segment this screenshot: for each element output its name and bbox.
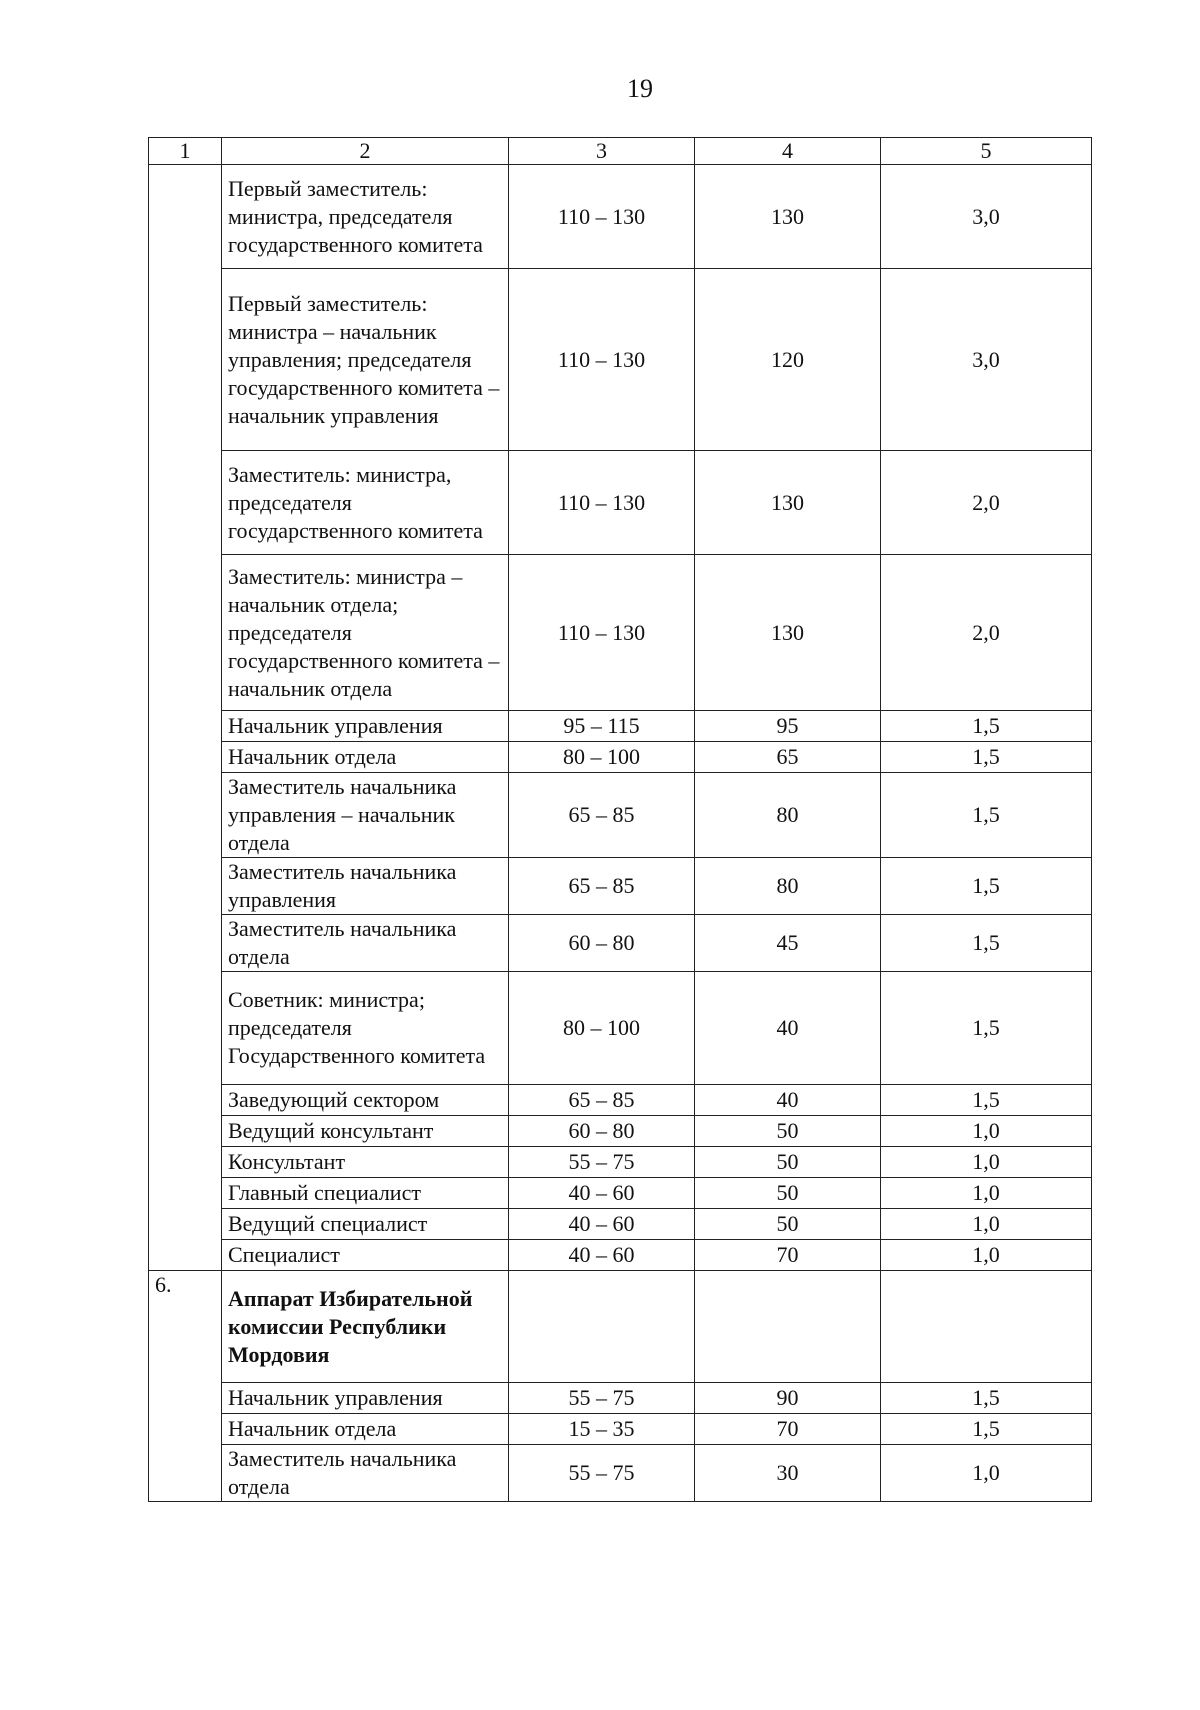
- table-row: [149, 555, 1092, 711]
- table-row: [149, 269, 1092, 451]
- coefficient-cell: 1,0: [881, 1147, 1092, 1178]
- range-cell: 55 – 75: [509, 1147, 695, 1178]
- coefficient-cell: 1,5: [881, 915, 1092, 972]
- position-cell: Начальник отдела: [222, 1414, 509, 1445]
- position-cell: Заместитель начальника отдела: [222, 915, 509, 972]
- coefficient-cell: 1,0: [881, 1445, 1092, 1502]
- value-cell: 70: [695, 1414, 881, 1445]
- table-row: [149, 1383, 1092, 1414]
- range-cell: 110 – 130: [509, 451, 695, 555]
- table-row: [149, 915, 1092, 972]
- empty-cell: [695, 1271, 881, 1383]
- position-cell: Начальник управления: [222, 1383, 509, 1414]
- table-row: [149, 1414, 1092, 1445]
- section-title: Аппарат Избирательной комиссии Республики Мордовия: [222, 1271, 509, 1383]
- empty-cell: [881, 1271, 1092, 1383]
- table-row: [149, 1116, 1092, 1147]
- header-col-5: 5: [881, 138, 1092, 165]
- coefficient-cell: 2,0: [881, 451, 1092, 555]
- coefficient-cell: 3,0: [881, 269, 1092, 451]
- coefficient-cell: 1,5: [881, 1383, 1092, 1414]
- table-row: [149, 1240, 1092, 1271]
- value-cell: 50: [695, 1178, 881, 1209]
- table-header-row: [149, 138, 1092, 165]
- value-cell: 90: [695, 1383, 881, 1414]
- range-cell: 55 – 75: [509, 1383, 695, 1414]
- value-cell: 50: [695, 1209, 881, 1240]
- position-cell: Первый заместитель: министра, председателя государственного комитета: [222, 165, 509, 269]
- range-cell: 80 – 100: [509, 742, 695, 773]
- position-cell: Начальник отдела: [222, 742, 509, 773]
- coefficient-cell: 1,0: [881, 1178, 1092, 1209]
- salary-table: [148, 137, 1092, 1502]
- table-row: [149, 451, 1092, 555]
- range-cell: 110 – 130: [509, 555, 695, 711]
- header-col-4: 4: [695, 138, 881, 165]
- value-cell: 130: [695, 451, 881, 555]
- range-cell: 80 – 100: [509, 972, 695, 1085]
- table-row: [149, 1209, 1092, 1240]
- header-col-3: 3: [509, 138, 695, 165]
- position-cell: Ведущий консультант: [222, 1116, 509, 1147]
- range-cell: 40 – 60: [509, 1240, 695, 1271]
- range-cell: 60 – 80: [509, 915, 695, 972]
- coefficient-cell: 2,0: [881, 555, 1092, 711]
- range-cell: 65 – 85: [509, 773, 695, 858]
- position-cell: Заместитель начальника управления: [222, 858, 509, 915]
- range-cell: 65 – 85: [509, 858, 695, 915]
- position-cell: Начальник управления: [222, 711, 509, 742]
- position-cell: Заместитель: министра, председателя государственного комитета: [222, 451, 509, 555]
- position-cell: Заместитель начальника отдела: [222, 1445, 509, 1502]
- coefficient-cell: 1,5: [881, 711, 1092, 742]
- range-cell: 55 – 75: [509, 1445, 695, 1502]
- coefficient-cell: 1,0: [881, 1240, 1092, 1271]
- position-cell: Консультант: [222, 1147, 509, 1178]
- value-cell: 40: [695, 972, 881, 1085]
- range-cell: 60 – 80: [509, 1116, 695, 1147]
- table-row: [149, 742, 1092, 773]
- range-cell: 65 – 85: [509, 1085, 695, 1116]
- value-cell: 130: [695, 165, 881, 269]
- range-cell: 110 – 130: [509, 165, 695, 269]
- range-cell: 95 – 115: [509, 711, 695, 742]
- value-cell: 40: [695, 1085, 881, 1116]
- position-cell: Ведущий специалист: [222, 1209, 509, 1240]
- section-number-cell: [149, 165, 222, 1271]
- coefficient-cell: 1,5: [881, 972, 1092, 1085]
- coefficient-cell: 1,5: [881, 773, 1092, 858]
- coefficient-cell: 1,5: [881, 1085, 1092, 1116]
- position-cell: Первый заместитель: министра – начальник управления; председателя государственного комитета – начальник управления: [222, 269, 509, 451]
- coefficient-cell: 3,0: [881, 165, 1092, 269]
- table-row: [149, 1085, 1092, 1116]
- section-title-row: [149, 1271, 1092, 1383]
- header-col-1: 1: [149, 138, 222, 165]
- value-cell: 30: [695, 1445, 881, 1502]
- value-cell: 50: [695, 1147, 881, 1178]
- position-cell: Главный специалист: [222, 1178, 509, 1209]
- empty-cell: [509, 1271, 695, 1383]
- coefficient-cell: 1,5: [881, 1414, 1092, 1445]
- coefficient-cell: 1,5: [881, 742, 1092, 773]
- table-row: [149, 1178, 1092, 1209]
- position-cell: Советник: министра; председателя Государственного комитета: [222, 972, 509, 1085]
- page-number: 19: [627, 74, 653, 103]
- value-cell: 80: [695, 858, 881, 915]
- table-row: [149, 1445, 1092, 1502]
- value-cell: 80: [695, 773, 881, 858]
- position-cell: Заведующий сектором: [222, 1085, 509, 1116]
- range-cell: 110 – 130: [509, 269, 695, 451]
- value-cell: 130: [695, 555, 881, 711]
- coefficient-cell: 1,0: [881, 1209, 1092, 1240]
- value-cell: 45: [695, 915, 881, 972]
- value-cell: 120: [695, 269, 881, 451]
- range-cell: 40 – 60: [509, 1178, 695, 1209]
- value-cell: 95: [695, 711, 881, 742]
- position-cell: Заместитель: министра – начальник отдела; председателя государственного комитета – начальник отдела: [222, 555, 509, 711]
- table-row: [149, 1147, 1092, 1178]
- value-cell: 50: [695, 1116, 881, 1147]
- table-row: [149, 773, 1092, 858]
- table-row: [149, 711, 1092, 742]
- table-row: [149, 165, 1092, 269]
- value-cell: 65: [695, 742, 881, 773]
- coefficient-cell: 1,0: [881, 1116, 1092, 1147]
- position-cell: Специалист: [222, 1240, 509, 1271]
- header-col-2: 2: [222, 138, 509, 165]
- table-row: [149, 858, 1092, 915]
- coefficient-cell: 1,5: [881, 858, 1092, 915]
- position-cell: Заместитель начальника управления – начальник отдела: [222, 773, 509, 858]
- value-cell: 70: [695, 1240, 881, 1271]
- table-row: [149, 972, 1092, 1085]
- section-number-cell: 6.: [149, 1271, 222, 1502]
- range-cell: 40 – 60: [509, 1209, 695, 1240]
- range-cell: 15 – 35: [509, 1414, 695, 1445]
